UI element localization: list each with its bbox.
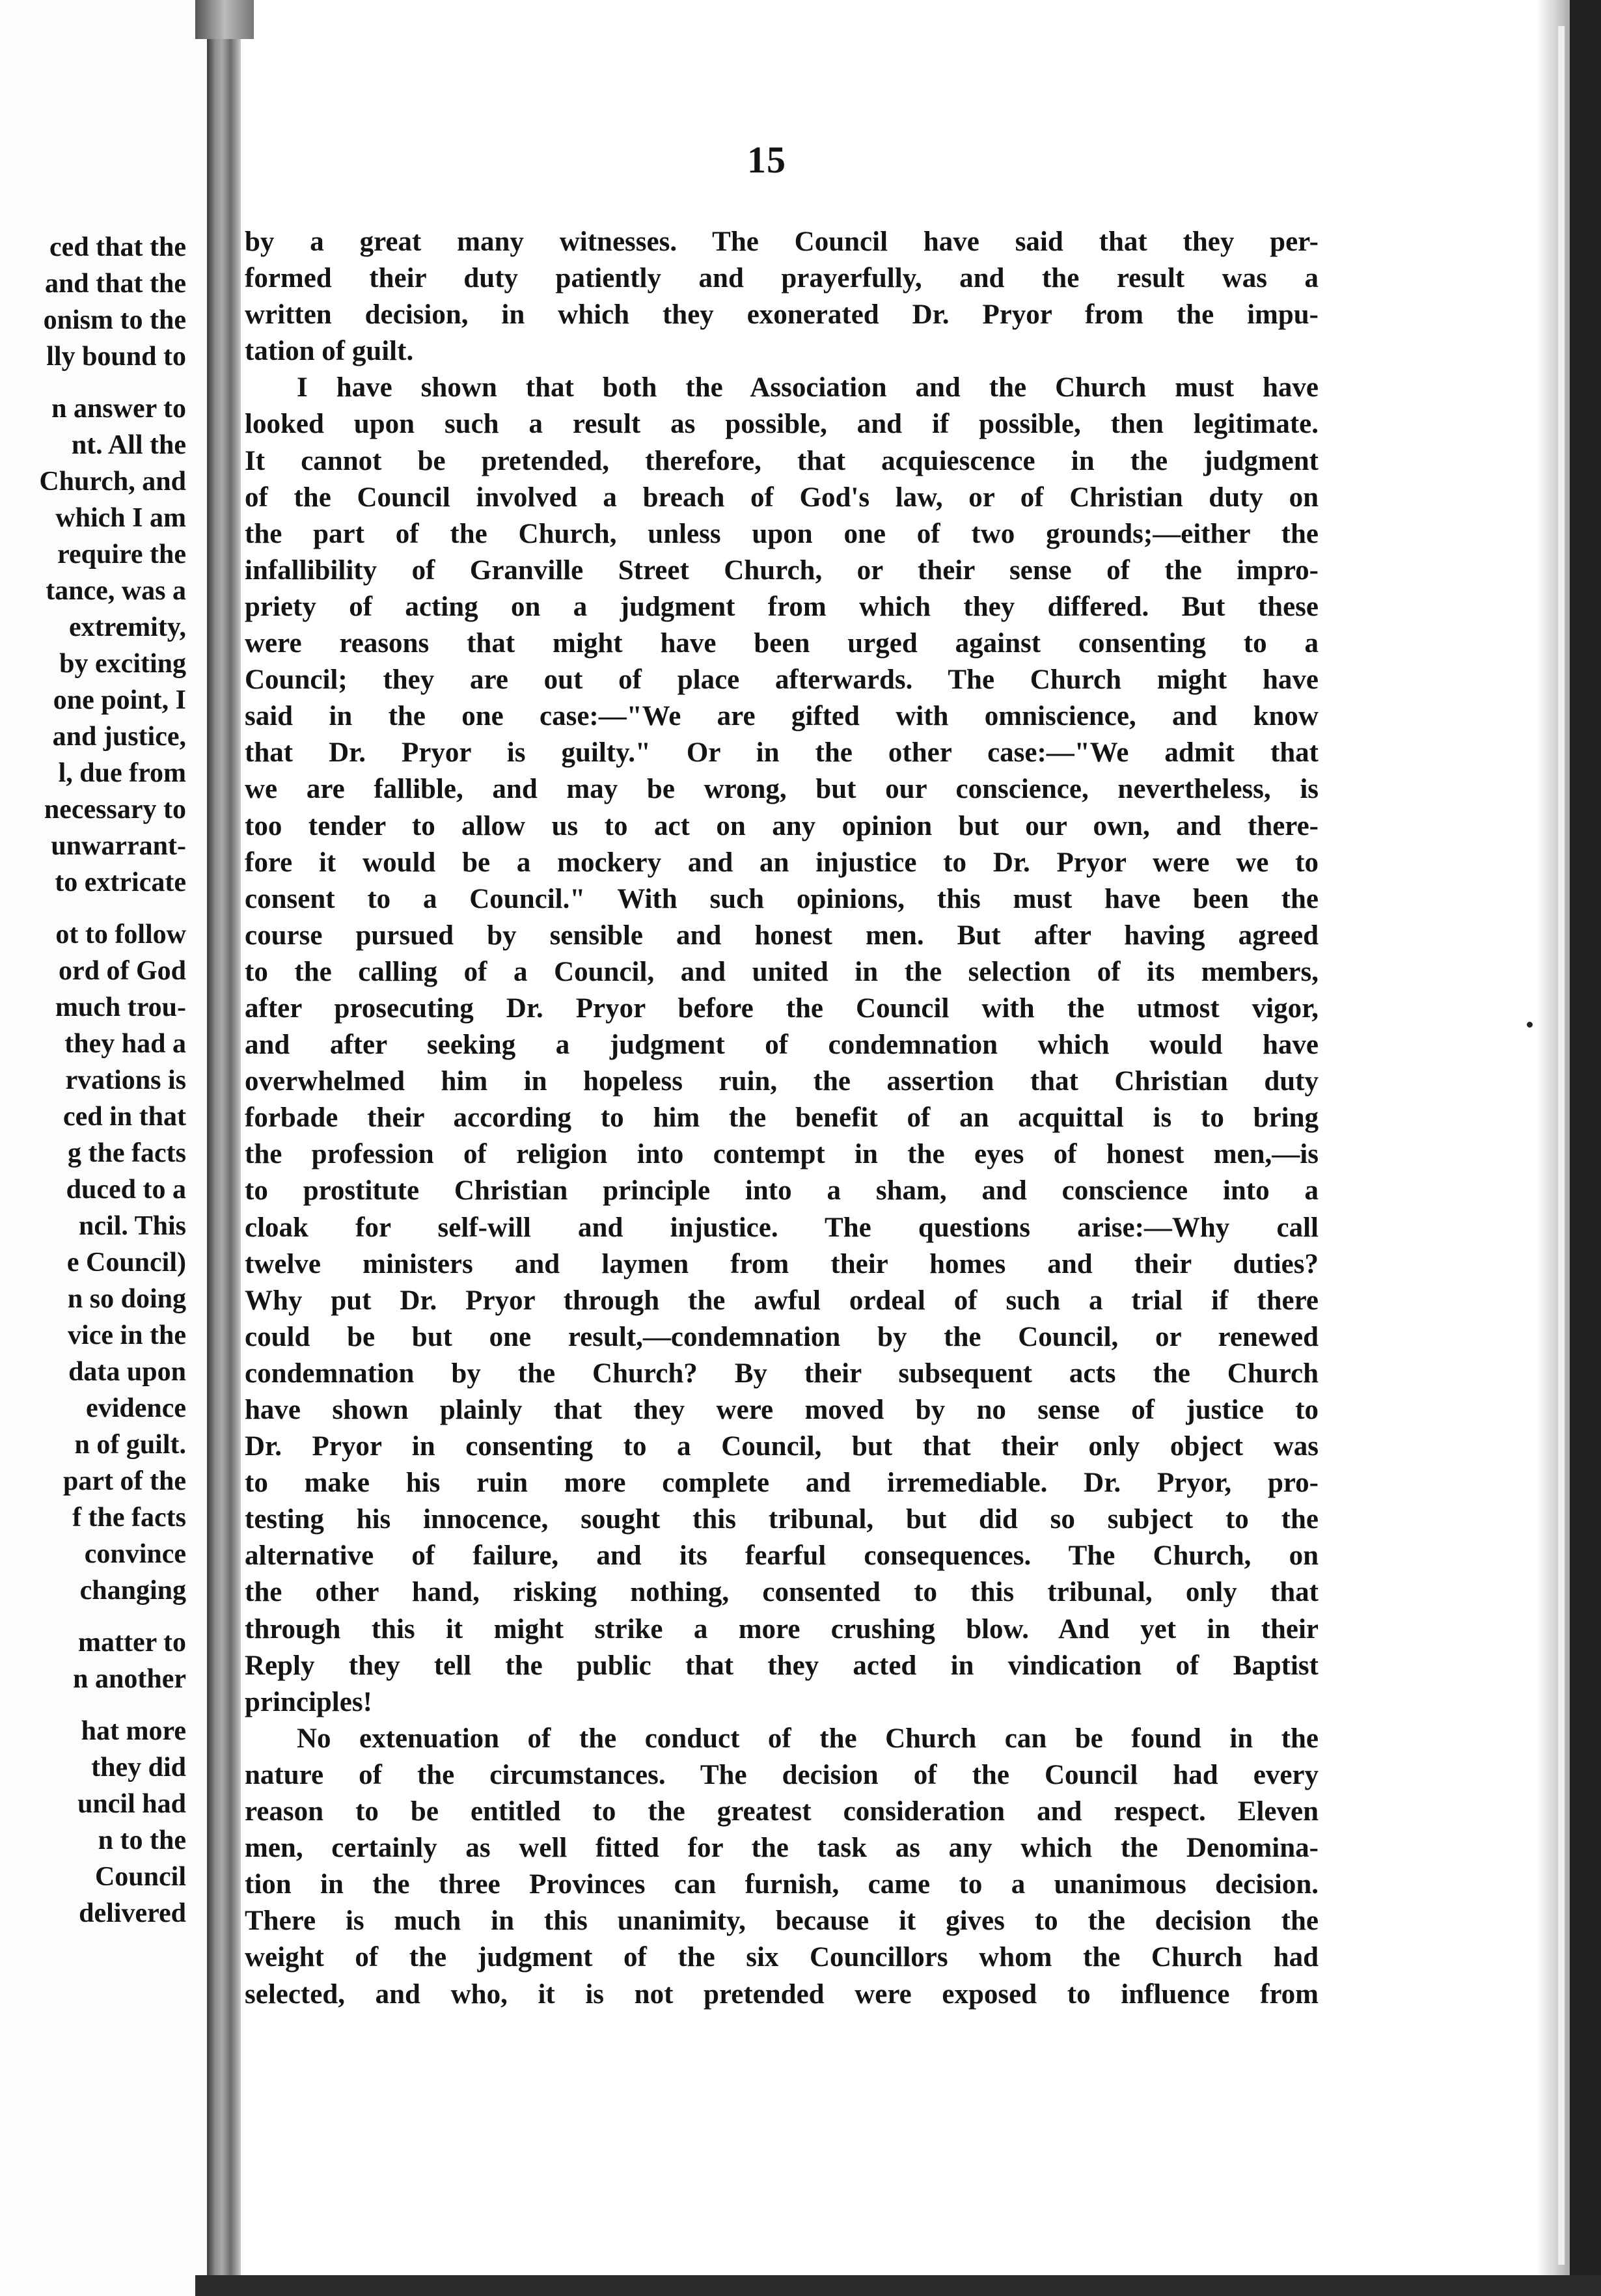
text-line: that Dr. Pryor is guilty." Or in the other case:—"We admit that	[245, 737, 1319, 769]
fragment-line: ord of God	[58, 956, 186, 986]
text-line: the profession of religion into contempt in the eyes of honest men,—is	[245, 1139, 1319, 1170]
fragment-line: n to the	[98, 1825, 186, 1855]
text-line: through this it might strike a more crushing blow. And yet in their	[245, 1613, 1319, 1645]
fragment-line: evidence	[86, 1393, 186, 1423]
text-line: overwhelmed him in hopeless ruin, the assertion that Christian duty	[245, 1066, 1319, 1097]
text-line: were reasons that might have been urged against consenting to a	[245, 628, 1319, 659]
text-line: weight of the judgment of the six Councillors whom the Church had	[245, 1942, 1319, 1973]
text-line: fore it would be a mockery and an injustice to Dr. Pryor were we to	[245, 847, 1319, 878]
text-line: reason to be entitled to the greatest consideration and respect. Eleven	[245, 1796, 1319, 1827]
fragment-line: e Council)	[66, 1248, 186, 1278]
text-line: of the Council involved a breach of God's law, or of Christian duty on	[245, 482, 1319, 513]
fragment-line: onism to the	[43, 305, 186, 335]
fragment-line: Church, and	[39, 467, 186, 497]
fragment-line: which I am	[55, 503, 186, 533]
text-line: condemnation by the Church? By their subsequent acts the Church	[245, 1358, 1319, 1389]
text-line: the part of the Church, unless upon one of two grounds;—either the	[245, 518, 1319, 549]
text-line: by a great many witnesses. The Council have said that they per-	[245, 226, 1319, 257]
fragment-line: hat more	[81, 1716, 186, 1746]
fragment-line: they had a	[64, 1029, 186, 1059]
fragment-line: unwarrant-	[51, 831, 186, 861]
text-line: alternative of failure, and its fearful consequences. The Church, on	[245, 1540, 1319, 1572]
text-line: I have shown that both the Association and the Church must have	[297, 372, 1319, 403]
text-line: tation of guilt.	[245, 336, 414, 367]
fragment-line: and justice,	[52, 722, 186, 752]
text-line: selected, and who, it is not pretended were exposed to influence from	[245, 1978, 1319, 2010]
fragment-gap	[0, 375, 186, 390]
text-line: priety of acting on a judgment from which they differed. But these	[245, 591, 1319, 622]
text-line: after prosecuting Dr. Pryor before the Council with the utmost vigor,	[245, 992, 1319, 1024]
fragment-line: part of the	[63, 1466, 186, 1496]
page-edge-highlight	[1558, 26, 1565, 2265]
text-line: infallibility of Granville Street Church, or their sense of the impro-	[245, 554, 1319, 586]
text-line: consent to a Council." With such opinions, this must have been the	[245, 883, 1319, 914]
text-line: Reply they tell the public that they acted in vindication of Baptist	[245, 1650, 1319, 1681]
ink-speck	[1527, 1022, 1533, 1028]
text-line: have shown plainly that they were moved by no sense of justice to	[245, 1395, 1319, 1425]
text-line: looked upon such a result as possible, and if possible, then legitimate.	[245, 409, 1319, 440]
fragment-line: nt. All the	[71, 430, 186, 460]
fragment-gap	[0, 1609, 186, 1624]
facing-page-text-fragment	[0, 229, 186, 1932]
fragment-line: changing	[79, 1576, 186, 1606]
fragment-line: matter to	[78, 1628, 186, 1658]
fragment-line: rvations is	[65, 1065, 186, 1095]
fragment-line: tance, was a	[46, 576, 186, 606]
text-line: It cannot be pretended, therefore, that acquiescence in the judgment	[245, 445, 1319, 476]
text-line: principles!	[245, 1686, 372, 1717]
fragment-line: to extricate	[55, 868, 186, 897]
fragment-line: one point, I	[53, 685, 186, 715]
fragment-line: n answer to	[51, 394, 186, 424]
fragment-line: much trou-	[55, 992, 186, 1022]
fragment-line: delivered	[79, 1898, 186, 1928]
fragment-line: uncil had	[77, 1789, 186, 1819]
text-line: tion in the three Provinces can furnish, came to a unanimous decision.	[245, 1869, 1319, 1900]
text-line: could be but one result,—condemnation by the Council, or renewed	[245, 1321, 1319, 1352]
fragment-line: ced in that	[63, 1102, 186, 1132]
fragment-gap	[0, 901, 186, 916]
fragment-line: data upon	[68, 1357, 186, 1387]
fragment-line: necessary to	[44, 795, 186, 825]
fragment-line: n of guilt.	[74, 1430, 186, 1460]
scan-border-right	[1570, 0, 1601, 2296]
text-line: No extenuation of the conduct of the Church can be found in the	[297, 1723, 1319, 1754]
text-line: we are fallible, and may be wrong, but our conscience, nevertheless, is	[245, 774, 1319, 805]
text-line: men, certainly as well fitted for the task as any which the Denomina-	[245, 1833, 1319, 1864]
text-line: There is much in this unanimity, because it gives to the decision the	[245, 1906, 1319, 1937]
text-line: and after seeking a judgment of condemnation which would have	[245, 1030, 1319, 1061]
fragment-line: vice in the	[68, 1320, 186, 1350]
fragment-line: by exciting	[59, 649, 186, 679]
fragment-line: Council	[94, 1862, 186, 1892]
fragment-line: f the facts	[72, 1503, 186, 1533]
text-line: cloak for self-will and injustice. The questions arise:—Why call	[245, 1212, 1319, 1243]
text-line: course pursued by sensible and honest men. But after having agreed	[245, 920, 1319, 951]
text-line: too tender to allow us to act on any opinion but our own, and there-	[245, 810, 1319, 841]
text-line: forbade their according to him the benefit of an acquittal is to bring	[245, 1102, 1319, 1134]
fragment-gap	[0, 1697, 186, 1713]
fragment-line: require the	[57, 540, 186, 569]
text-line: Dr. Pryor in consenting to a Council, but that their only object was	[245, 1431, 1319, 1462]
fragment-line: g the facts	[68, 1138, 186, 1168]
fragment-line: lly bound to	[46, 342, 186, 372]
fragment-line: convince	[84, 1539, 186, 1569]
main-text-column	[245, 224, 1319, 2013]
scan-border-bottom	[195, 2275, 1601, 2296]
fragment-line: ot to follow	[55, 920, 186, 950]
text-line: written decision, in which they exonerated Dr. Pryor from the impu-	[245, 299, 1319, 331]
text-line: twelve ministers and laymen from their homes and their duties?	[245, 1248, 1319, 1279]
fragment-line: n so doing	[67, 1284, 186, 1314]
text-line: said in the one case:—"We are gifted with omniscience, and know	[245, 701, 1319, 732]
fragment-line: ncil. This	[79, 1211, 186, 1241]
text-line: nature of the circumstances. The decision of the Council had every	[245, 1759, 1319, 1790]
fragment-line: they did	[91, 1753, 186, 1783]
text-line: to prostitute Christian principle into a sham, and conscience into a	[245, 1175, 1319, 1207]
text-line: to the calling of a Council, and united in the selection of its members,	[245, 956, 1319, 987]
text-line: to make his ruin more complete and irremediable. Dr. Pryor, pro-	[245, 1468, 1319, 1499]
page-number: 15	[747, 139, 786, 181]
fragment-line: n another	[73, 1664, 186, 1694]
text-line: Why put Dr. Pryor through the awful ordeal of such a trial if there	[245, 1285, 1319, 1316]
fragment-line: extremity,	[69, 612, 186, 642]
binding-shadow	[195, 0, 254, 39]
fragment-line: and that the	[44, 269, 186, 299]
fragment-line: duced to a	[66, 1175, 186, 1205]
text-line: formed their duty patiently and prayerfully, and the result was a	[245, 263, 1319, 294]
text-line: the other hand, risking nothing, consented to this tribunal, only that	[245, 1577, 1319, 1608]
fragment-line: ced that the	[49, 232, 186, 262]
text-line: testing his innocence, sought this tribunal, but did so subject to the	[245, 1504, 1319, 1535]
fragment-line: l, due from	[58, 758, 186, 788]
book-binding-gutter	[207, 0, 241, 2296]
text-line: Council; they are out of place afterwards. The Church might have	[245, 664, 1319, 696]
